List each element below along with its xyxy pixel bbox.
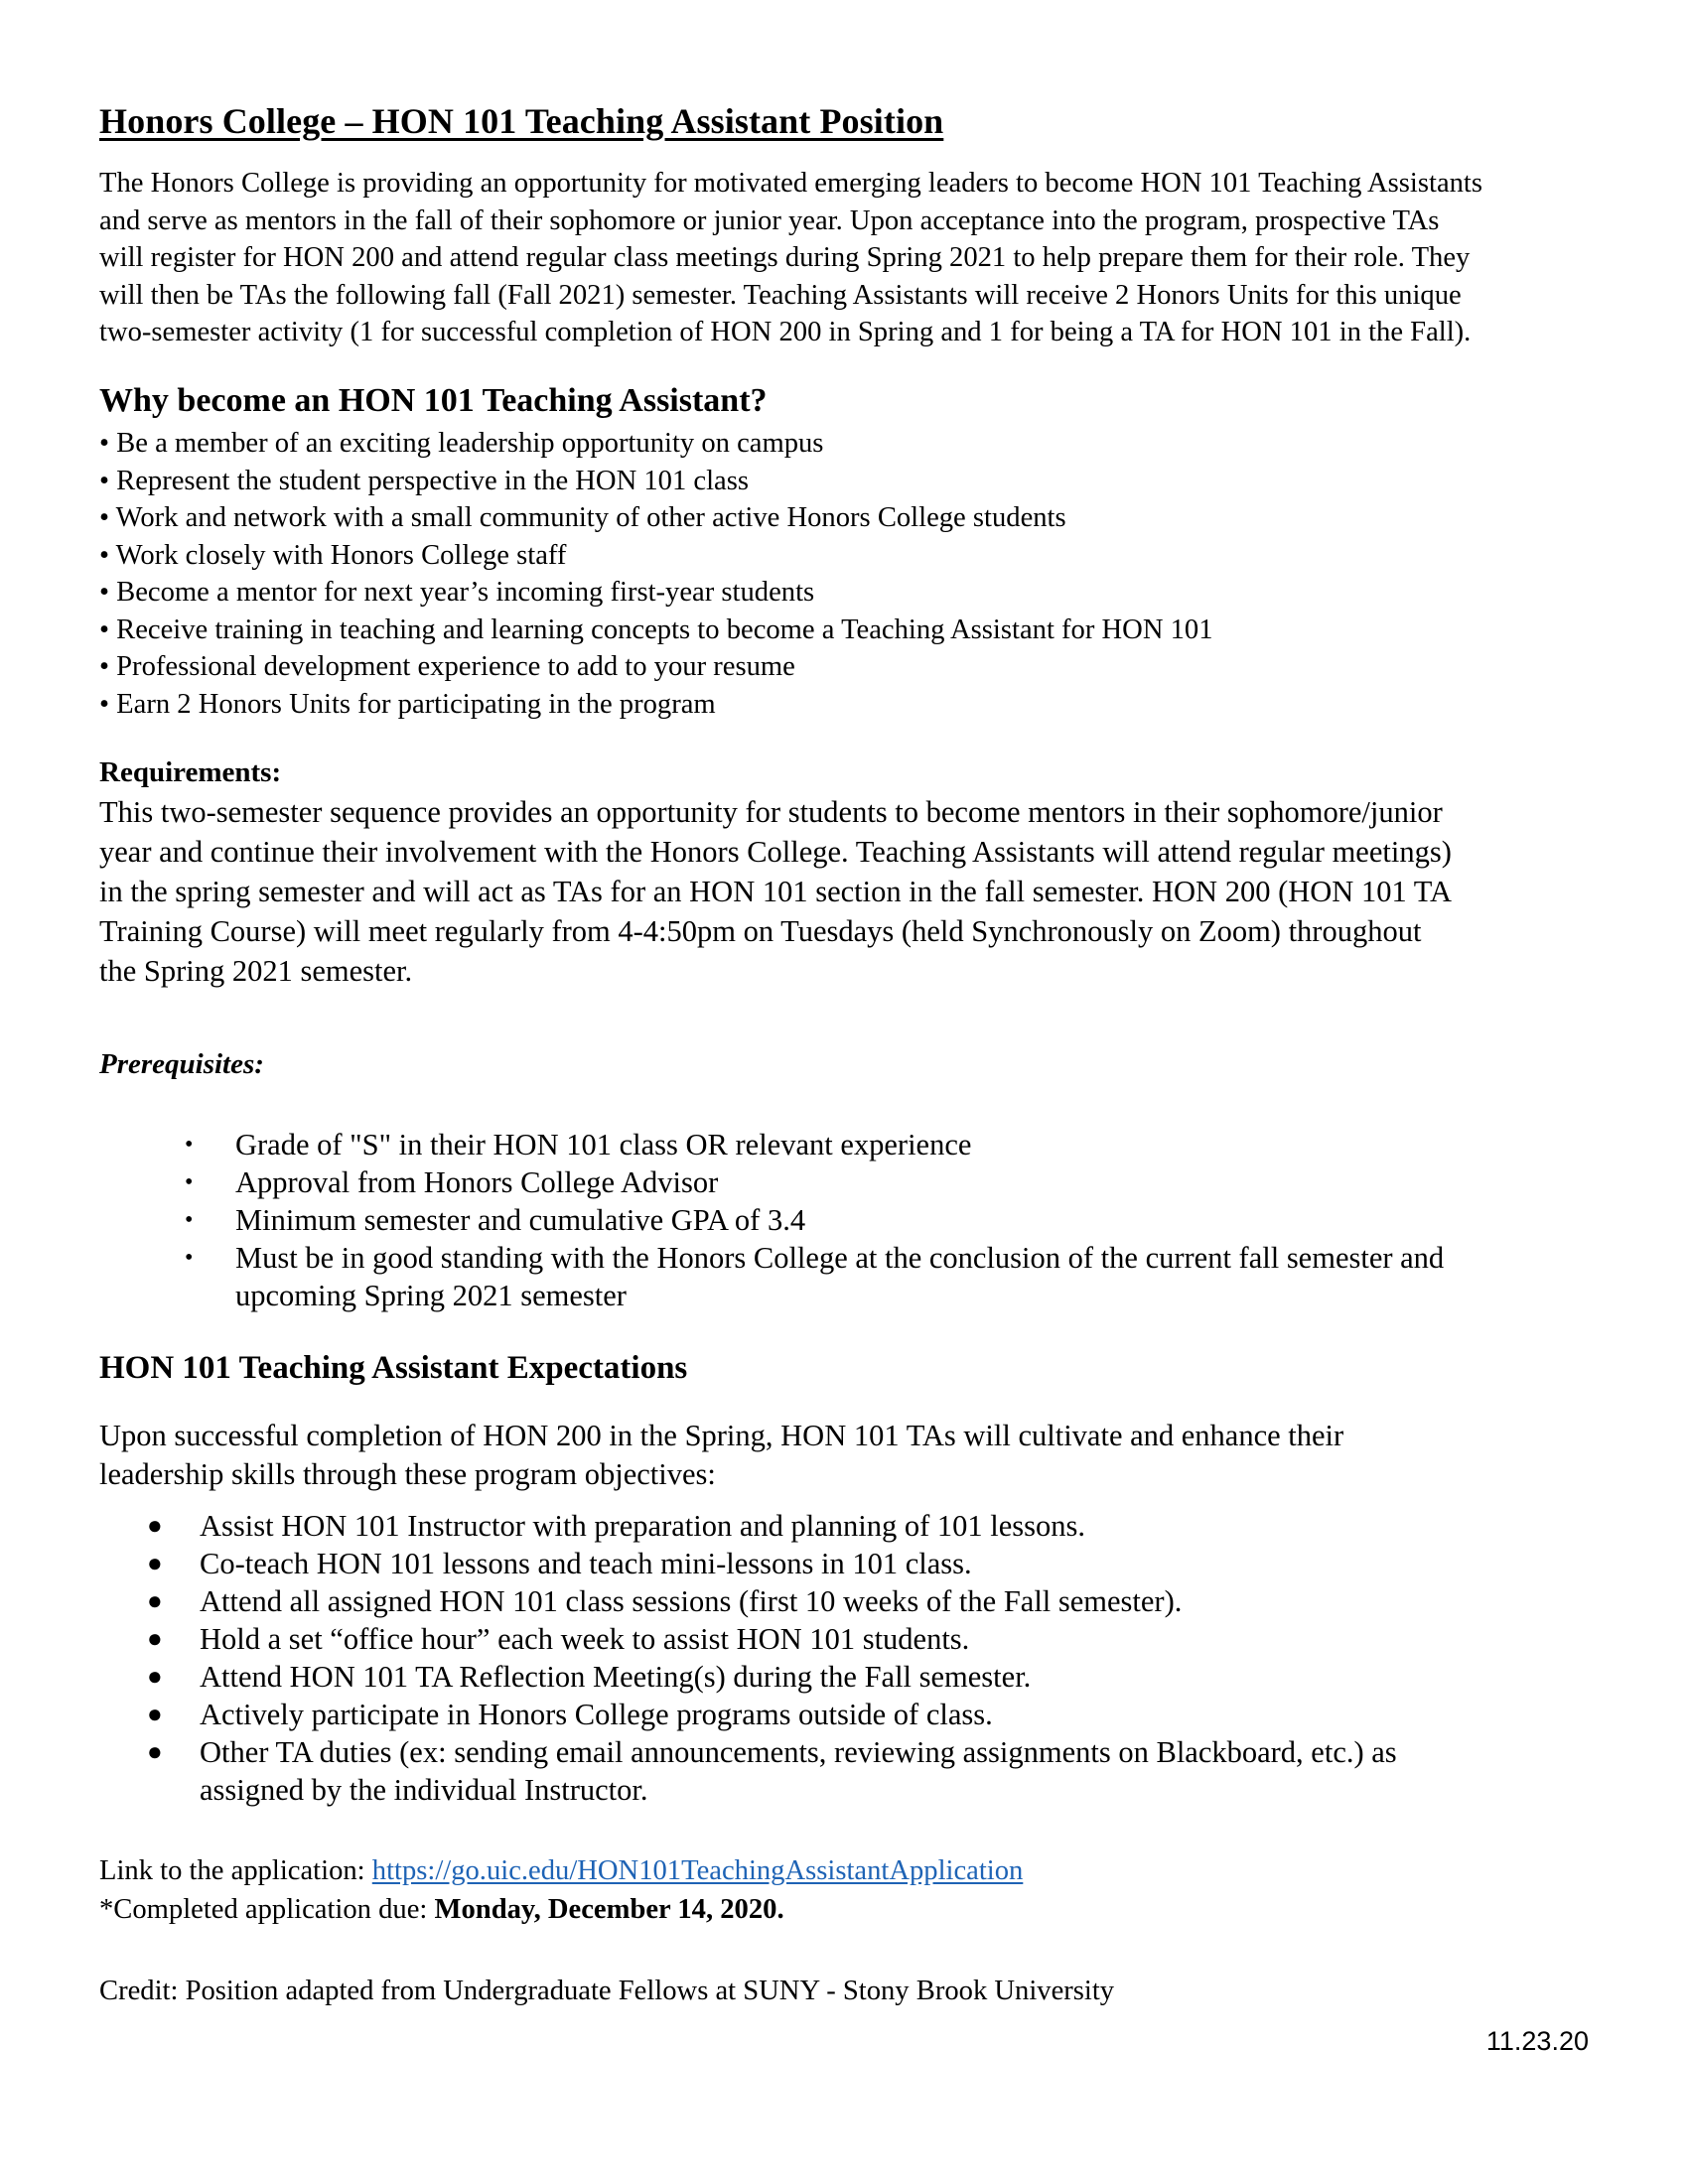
why-heading: Why become an HON 101 Teaching Assistant? xyxy=(99,382,768,419)
why-list-item: • Work and network with a small community of other active Honors College students xyxy=(99,502,1066,533)
requirements-paragraph xyxy=(99,792,1452,991)
intro-paragraph xyxy=(99,165,1589,351)
why-list-item: • Be a member of an exciting leadership opportunity on campus xyxy=(99,428,824,459)
expectation-text: Attend HON 101 TA Reflection Meeting(s) during the Fall semester. xyxy=(200,1660,1032,1694)
requirements-line: This two-semester sequence provides an opportunity for students to become mentors in their sophomore/junior xyxy=(99,795,1443,829)
why-list xyxy=(99,425,1213,723)
prerequisite-item xyxy=(0,1201,1688,1239)
intro-line: two-semester activity (1 for successful completion of HON 200 in Spring and 1 for being a TA for HON 101 in the Fall). xyxy=(99,317,1472,347)
why-list-item: • Receive training in teaching and learning concepts to become a Teaching Assistant for HON 101 xyxy=(99,614,1213,645)
expectations-intro-line: leadership skills through these program objectives: xyxy=(99,1457,716,1491)
expectation-text: Assist HON 101 Instructor with preparation and planning of 101 lessons. xyxy=(200,1509,1086,1543)
expectation-item xyxy=(0,1507,1688,1545)
bullet-icon: ● xyxy=(147,1737,163,1766)
expectation-item xyxy=(0,1620,1688,1658)
intro-line: The Honors College is providing an opportunity for motivated emerging leaders to become HON 101 Teaching Assistants xyxy=(99,168,1483,199)
bullet-icon: ● xyxy=(147,1511,163,1540)
expectation-item xyxy=(0,1658,1688,1696)
application-link-label: Link to the application: xyxy=(99,1855,372,1886)
credit-line: Credit: Position adapted from Undergraduate Fellows at SUNY - Stony Brook University xyxy=(99,1976,1115,2006)
intro-line: will register for HON 200 and attend regular class meetings during Spring 2021 to help prepare them for their role. They xyxy=(99,242,1471,273)
prerequisites-list xyxy=(0,1126,1688,1314)
prerequisite-item xyxy=(0,1239,1688,1277)
prerequisite-item xyxy=(0,1163,1688,1201)
requirements-line: year and continue their involvement with the Honors College. Teaching Assistants will attend regular meetings) xyxy=(99,835,1452,869)
bullet-icon: ● xyxy=(147,1700,163,1728)
bullet-icon: ● xyxy=(147,1549,163,1577)
application-due-line xyxy=(99,1891,784,1929)
why-list-item: • Earn 2 Honors Units for participating in the program xyxy=(99,688,716,720)
expectation-text: Co-teach HON 101 lessons and teach mini-lessons in 101 class. xyxy=(200,1547,972,1580)
expectation-text: Attend all assigned HON 101 class sessions (first 10 weeks of the Fall semester). xyxy=(200,1584,1183,1618)
expectation-item xyxy=(0,1733,1688,1771)
expectation-item xyxy=(0,1582,1688,1620)
intro-line: will then be TAs the following fall (Fall 2021) semester. Teaching Assistants will receive 2 Honors Units for this unique xyxy=(99,279,1462,311)
application-link[interactable]: https://go.uic.edu/HON101TeachingAssistantApplication xyxy=(371,1855,1024,1886)
expectations-list xyxy=(0,1507,1688,1809)
bullet-icon: ● xyxy=(147,1662,163,1691)
intro-line: and serve as mentors in the fall of their sophomore or junior year. Upon acceptance into the program, prospective TAs xyxy=(99,205,1440,236)
requirements-line: in the spring semester and will act as TAs for an HON 101 section in the fall semester. HON 200 (HON 101 TA xyxy=(99,875,1452,908)
bullet-icon: • xyxy=(185,1207,194,1233)
requirements-heading: Requirements: xyxy=(99,756,282,788)
expectation-item-continuation xyxy=(0,1771,1688,1809)
due-label: *Completed application due: xyxy=(99,1894,435,1925)
bullet-icon: • xyxy=(185,1245,194,1271)
expectations-heading: HON 101 Teaching Assistant Expectations xyxy=(99,1350,688,1386)
expectation-item xyxy=(0,1696,1688,1733)
requirements-line: the Spring 2021 semester. xyxy=(99,954,413,988)
expectations-intro-line: Upon successful completion of HON 200 in the Spring, HON 101 TAs will cultivate and enhance their xyxy=(99,1419,1344,1452)
date-stamp: 11.23.20 xyxy=(1485,2026,1589,2056)
bullet-icon: ● xyxy=(147,1586,163,1615)
expectation-text: Hold a set “office hour” each week to assist HON 101 students. xyxy=(200,1622,970,1656)
requirements-line: Training Course) will meet regularly from 4-4:50pm on Tuesdays (held Synchronously on Zoom) throughout xyxy=(99,914,1422,948)
expectations-intro xyxy=(99,1417,1343,1494)
expectation-text: Other TA duties (ex: sending email announcements, reviewing assignments on Blackboard, etc.) as xyxy=(200,1735,1397,1769)
prerequisite-text: Approval from Honors College Advisor xyxy=(235,1165,719,1199)
why-list-item: • Represent the student perspective in the HON 101 class xyxy=(99,465,749,496)
why-list-item: • Work closely with Honors College staff xyxy=(99,539,567,571)
why-list-item: • Professional development experience to add to your resume xyxy=(99,651,795,682)
expectation-text: assigned by the individual Instructor. xyxy=(200,1773,648,1807)
document-title: Honors College – HON 101 Teaching Assistant Position xyxy=(99,101,944,141)
why-list-item: • Become a mentor for next year’s incoming first-year students xyxy=(99,577,815,608)
bullet-icon: ● xyxy=(147,1624,163,1653)
prerequisite-text: upcoming Spring 2021 semester xyxy=(235,1279,627,1312)
due-date: Monday, December 14, 2020. xyxy=(434,1894,784,1925)
bullet-icon: • xyxy=(185,1132,194,1158)
prerequisites-heading: Prerequisites: xyxy=(99,1048,264,1080)
bullet-icon: • xyxy=(185,1169,194,1195)
application-link-line xyxy=(99,1852,1023,1890)
expectation-item xyxy=(0,1545,1688,1582)
expectation-text: Actively participate in Honors College programs outside of class. xyxy=(200,1698,993,1731)
prerequisite-item xyxy=(0,1126,1688,1163)
prerequisite-text: Grade of "S" in their HON 101 class OR relevant experience xyxy=(235,1128,972,1161)
prerequisite-text: Must be in good standing with the Honors College at the conclusion of the current fall semester and xyxy=(235,1241,1445,1275)
prerequisite-item-continuation xyxy=(0,1277,1688,1314)
prerequisite-text: Minimum semester and cumulative GPA of 3.4 xyxy=(235,1203,806,1237)
